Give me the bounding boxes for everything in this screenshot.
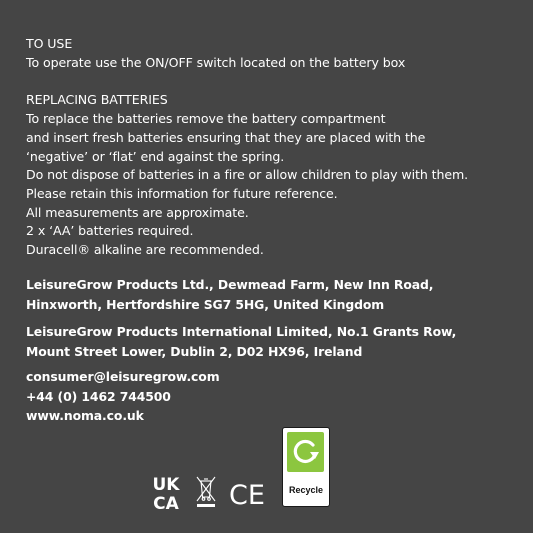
address-line: LeisureGrow Products International Limited, No.1 Grants Row, xyxy=(26,324,457,339)
certification-marks xyxy=(140,420,400,520)
replacing-line: Do not dispose of batteries in a fire or allow children to play with them. xyxy=(26,167,469,183)
ce-mark-icon xyxy=(227,479,267,509)
spacer xyxy=(26,72,506,91)
replacing-line: ‘negative’ or ‘flat’ end against the spring. xyxy=(26,148,285,164)
contact-website: www.noma.co.uk xyxy=(26,408,144,424)
to-use-heading: TO USE xyxy=(26,36,73,51)
replacing-line: Duracell® alkaline are recommended. xyxy=(26,242,264,258)
ce-text: CE xyxy=(229,480,265,509)
replacing-line: and insert fresh batteries ensuring that they are placed with the xyxy=(26,129,426,145)
replacing-line: All measurements are approximate. xyxy=(26,204,249,220)
contact-phone: +44 (0) 1462 744500 xyxy=(26,388,171,404)
ukca-top-text: UK xyxy=(152,475,180,495)
address-line: LeisureGrow Products Ltd., Dewmead Farm, New Inn Road, xyxy=(26,277,434,292)
replacing-line: Please retain this information for future reference. xyxy=(26,185,338,201)
ukca-bottom-text: CA xyxy=(153,494,179,512)
address-ireland xyxy=(26,322,506,361)
recycle-icon xyxy=(291,437,320,467)
recycle-label: Recycle xyxy=(288,485,324,495)
to-use-text: To operate use the ON/OFF switch located on the battery box xyxy=(26,54,406,70)
instructions-section xyxy=(26,35,506,260)
replacing-line: To replace the batteries remove the battery compartment xyxy=(26,111,386,127)
address-uk xyxy=(26,275,506,314)
address-line: Mount Street Lower, Dublin 2, D02 HX96, Ireland xyxy=(26,343,363,359)
contact-section xyxy=(26,367,506,426)
replacing-line: 2 x ‘AA’ batteries required. xyxy=(26,223,194,239)
recycle-label-box xyxy=(282,427,330,507)
contact-email: consumer@leisuregrow.com xyxy=(26,369,220,384)
address-line: Hinxworth, Hertfordshire SG7 5HG, United Kingdom xyxy=(26,296,385,312)
ukca-mark-icon xyxy=(146,472,186,512)
crossed-bin-icon xyxy=(195,474,217,508)
recycle-green-panel xyxy=(287,432,324,472)
replacing-heading: REPLACING BATTERIES xyxy=(26,92,168,108)
